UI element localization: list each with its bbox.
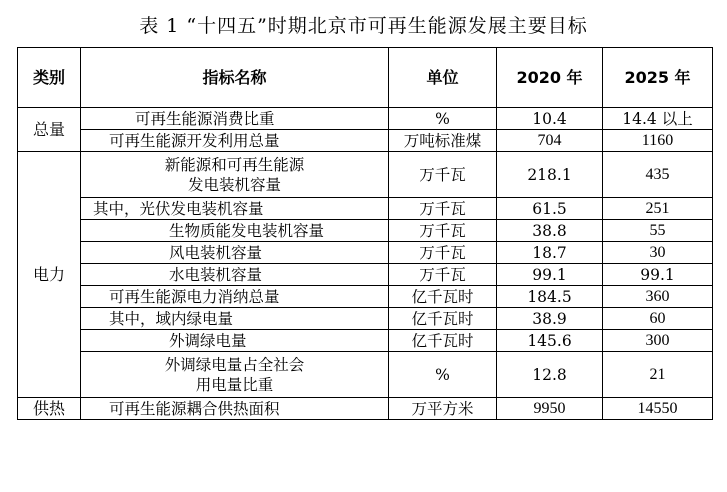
value-2025: 14.4 以上 <box>603 108 713 130</box>
table-row <box>18 286 713 308</box>
table-row <box>18 308 713 330</box>
indicator-name: 风电装机容量 <box>81 242 389 264</box>
header-category: 类别 <box>18 48 81 108</box>
group-total: 总量 <box>18 108 81 152</box>
indicator-name-line2: 用电量比重 <box>195 375 274 394</box>
value-2025: 360 <box>603 286 713 308</box>
unit-cell: % <box>389 352 497 398</box>
table-row <box>18 152 713 198</box>
indicator-name-line1: 新能源和可再生能源 <box>164 155 305 174</box>
value-2020: 218.1 <box>497 152 603 198</box>
indicator-name <box>81 352 389 398</box>
unit-cell: 万平方米 <box>389 398 497 420</box>
unit-cell: % <box>389 108 497 130</box>
indicator-name: 外调绿电量 <box>81 330 389 352</box>
value-2020: 145.6 <box>497 330 603 352</box>
indicator-name: 可再生能源耦合供热面积 <box>81 398 389 420</box>
indicator-name: 其中，域内绿电量 <box>81 308 389 330</box>
value-2020: 18.7 <box>497 242 603 264</box>
value-2025: 30 <box>603 242 713 264</box>
indicator-name-line2: 发电装机容量 <box>187 175 281 194</box>
unit-cell: 万千瓦 <box>389 242 497 264</box>
group-power: 电力 <box>18 152 81 398</box>
indicator-name-line1: 外调绿电量占全社会 <box>164 355 305 374</box>
value-2025: 251 <box>603 198 713 220</box>
value-2020: 38.9 <box>497 308 603 330</box>
value-2025: 1160 <box>603 130 713 152</box>
header-indicator: 指标名称 <box>81 48 389 108</box>
value-2025: 21 <box>603 352 713 398</box>
value-2020: 184.5 <box>497 286 603 308</box>
value-2025: 99.1 <box>603 264 713 286</box>
indicator-name: 其中，光伏发电装机容量 <box>81 198 389 220</box>
table-row <box>18 242 713 264</box>
header-2020: 2020 年 <box>497 48 603 108</box>
header-2025: 2025 年 <box>603 48 713 108</box>
table-row <box>18 220 713 242</box>
indicator-name: 可再生能源电力消纳总量 <box>81 286 389 308</box>
table-row <box>18 130 713 152</box>
header-row <box>18 48 713 108</box>
table-row <box>18 198 713 220</box>
value-2020: 12.8 <box>497 352 603 398</box>
table-row <box>18 352 713 398</box>
indicator-name: 生物质能发电装机容量 <box>81 220 389 242</box>
indicator-name: 可再生能源消费比重 <box>81 108 389 130</box>
table-row <box>18 330 713 352</box>
unit-cell: 万千瓦 <box>389 152 497 198</box>
value-2025: 55 <box>603 220 713 242</box>
unit-cell: 万千瓦 <box>389 264 497 286</box>
indicator-name: 可再生能源开发利用总量 <box>81 130 389 152</box>
table-row <box>18 108 713 130</box>
unit-cell: 万千瓦 <box>389 220 497 242</box>
value-2025: 300 <box>603 330 713 352</box>
value-2020: 99.1 <box>497 264 603 286</box>
table-row <box>18 398 713 420</box>
value-2025: 435 <box>603 152 713 198</box>
unit-cell: 亿千瓦时 <box>389 330 497 352</box>
value-2020: 61.5 <box>497 198 603 220</box>
value-2020: 10.4 <box>497 108 603 130</box>
group-heat: 供热 <box>18 398 81 420</box>
unit-cell: 万吨标准煤 <box>389 130 497 152</box>
value-2020: 704 <box>497 130 603 152</box>
table-caption: 表 1 “十四五”时期北京市可再生能源发展主要目标 <box>139 15 588 37</box>
value-2020: 9950 <box>497 398 603 420</box>
value-2020: 38.8 <box>497 220 603 242</box>
value-2025: 14550 <box>603 398 713 420</box>
header-unit: 单位 <box>389 48 497 108</box>
unit-cell: 亿千瓦时 <box>389 286 497 308</box>
indicator-name: 水电装机容量 <box>81 264 389 286</box>
indicator-name <box>81 152 389 198</box>
unit-cell: 万千瓦 <box>389 198 497 220</box>
targets-table <box>17 47 713 420</box>
unit-cell: 亿千瓦时 <box>389 308 497 330</box>
table-row <box>18 264 713 286</box>
value-2025: 60 <box>603 308 713 330</box>
